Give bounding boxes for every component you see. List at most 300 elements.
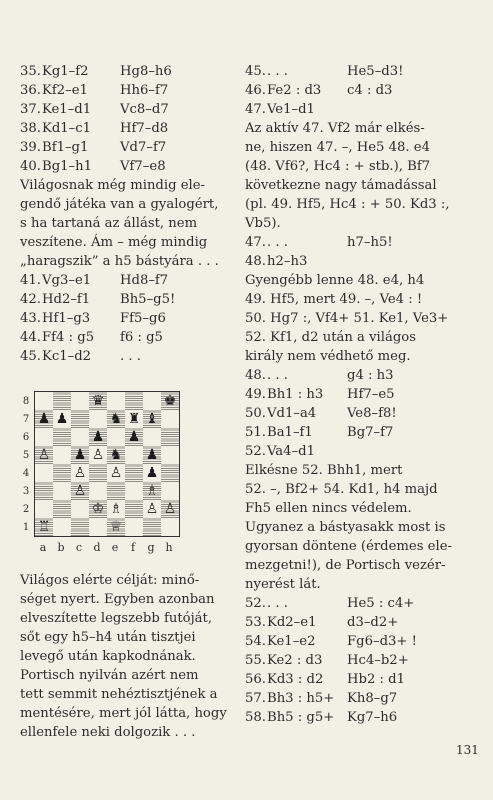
board-square xyxy=(53,428,71,446)
chess-piece-icon xyxy=(125,518,143,536)
move-number: 46. xyxy=(245,83,266,98)
move-row xyxy=(245,651,475,670)
move-number: 48. xyxy=(245,368,266,383)
text-line: Világos elérte célját: minő- xyxy=(20,573,200,588)
move-row xyxy=(245,613,475,632)
board-square xyxy=(161,428,179,446)
board-square xyxy=(89,410,107,428)
board-square xyxy=(71,482,89,500)
chess-piece-icon: ♕ xyxy=(109,519,123,535)
black-move: He5 : c4+ xyxy=(347,596,415,611)
board-square xyxy=(71,392,89,410)
black-move: Bh5–g5! xyxy=(120,292,176,307)
move-number: 35. xyxy=(20,64,41,79)
move-number: 47. xyxy=(245,235,266,250)
text-line: király nem védhető meg. xyxy=(245,349,411,364)
chess-piece-icon xyxy=(125,464,143,482)
text-line: (48. Vf6?, Hc4 : + stb.), Bf7 xyxy=(245,159,431,174)
chess-piece-icon: ♟ xyxy=(145,465,159,481)
chess-piece-icon xyxy=(161,428,179,446)
move-row xyxy=(245,385,475,404)
white-move: Kd1–c1 xyxy=(42,121,92,136)
board-square xyxy=(125,464,143,482)
move-row xyxy=(245,100,475,119)
white-move: Ke1–e2 xyxy=(267,634,316,649)
chess-piece-icon xyxy=(71,428,89,446)
chess-piece-icon: ♙ xyxy=(91,447,105,463)
text-line: Világosnak még mindig ele- xyxy=(20,178,206,193)
chess-piece-icon xyxy=(125,482,143,500)
move-number: 42. xyxy=(20,292,41,307)
chess-piece-icon xyxy=(107,392,125,410)
chess-piece-icon xyxy=(35,482,53,500)
board-square xyxy=(35,428,53,446)
chess-piece-icon: ♙ xyxy=(73,483,87,499)
text-line: Ugyanez a bástyasakk most is xyxy=(245,520,446,535)
move-number: 51. xyxy=(245,425,266,440)
board-square xyxy=(53,482,71,500)
black-move: c4 : d3 xyxy=(347,83,393,98)
white-move: Kf2–e1 xyxy=(42,83,88,98)
black-move: Hg8–h6 xyxy=(120,64,172,79)
move-number: 39. xyxy=(20,140,41,155)
black-move: Kh8–g7 xyxy=(347,691,398,706)
move-number: 36. xyxy=(20,83,41,98)
move-row xyxy=(20,347,232,366)
white-move: . . . xyxy=(267,368,288,383)
board-square xyxy=(125,428,143,446)
file-label: d xyxy=(93,541,101,554)
chess-piece-icon: ♛ xyxy=(91,393,105,409)
chess-piece-icon xyxy=(89,518,107,536)
chess-piece-icon: ♔ xyxy=(91,501,105,517)
move-list-left-2 xyxy=(20,271,232,366)
move-row xyxy=(245,62,475,81)
file-label: c xyxy=(75,541,83,554)
black-move: Bg7–f7 xyxy=(347,425,394,440)
chess-piece-icon: ♗ xyxy=(109,501,123,517)
board-square xyxy=(71,518,89,536)
board-square xyxy=(161,446,179,464)
black-move: . . . xyxy=(120,349,141,364)
move-row xyxy=(20,328,232,347)
board-square xyxy=(143,464,161,482)
text-line: 52. Kf1, d2 után a világos xyxy=(245,330,416,345)
board-square xyxy=(143,392,161,410)
white-move: Fe2 : d3 xyxy=(267,83,322,98)
black-move: Vd7–f7 xyxy=(120,140,167,155)
board-square xyxy=(161,518,179,536)
white-move: . . . xyxy=(267,235,288,250)
board-square xyxy=(125,410,143,428)
text-line: veszítene. Ám – még mindig xyxy=(20,235,208,250)
board-square xyxy=(161,482,179,500)
move-row xyxy=(245,233,475,252)
board-square xyxy=(89,518,107,536)
chess-piece-icon xyxy=(53,446,71,464)
move-row xyxy=(245,594,475,613)
board-square xyxy=(35,518,53,536)
move-number: 49. xyxy=(245,387,266,402)
right-column xyxy=(245,62,475,727)
move-number: 45. xyxy=(20,349,41,364)
move-row xyxy=(20,81,232,100)
chess-piece-icon: ♙ xyxy=(109,465,123,481)
chess-piece-icon xyxy=(35,464,53,482)
board-square xyxy=(107,428,125,446)
move-list-right-3 xyxy=(245,366,475,461)
move-number: 44. xyxy=(20,330,41,345)
board-square xyxy=(35,500,53,518)
move-number: 48. xyxy=(245,254,266,269)
move-number: 52. xyxy=(245,444,266,459)
move-number: 38. xyxy=(20,121,41,136)
black-move: Vc8–d7 xyxy=(120,102,169,117)
move-row xyxy=(245,423,475,442)
board-square xyxy=(53,446,71,464)
chess-piece-icon xyxy=(161,464,179,482)
page-number: 131 xyxy=(456,743,479,757)
white-move: Bh1 : h3 xyxy=(267,387,324,402)
black-move: Hc4–b2+ xyxy=(347,653,409,668)
chess-board xyxy=(34,391,180,537)
chess-piece-icon xyxy=(71,410,89,428)
white-move: Va4–d1 xyxy=(267,444,315,459)
board-square xyxy=(53,500,71,518)
white-move: Kg1–f2 xyxy=(42,64,89,79)
rank-label: 3 xyxy=(22,485,30,497)
chess-piece-icon: ♙ xyxy=(145,501,159,517)
move-number: 58. xyxy=(245,710,266,725)
move-row xyxy=(20,100,232,119)
move-row xyxy=(20,62,232,81)
chess-piece-icon xyxy=(35,392,53,410)
chess-piece-icon: ♟ xyxy=(91,429,105,445)
board-square xyxy=(89,482,107,500)
white-move: . . . xyxy=(267,596,288,611)
move-number: 40. xyxy=(20,159,41,174)
board-square xyxy=(35,392,53,410)
text-line: s ha tartaná az állást, nem xyxy=(20,216,198,231)
text-line: Az aktív 47. Vf2 már elkés- xyxy=(245,121,425,136)
commentary-right-3 xyxy=(245,461,475,594)
text-line: Gyengébb lenne 48. e4, h4 xyxy=(245,273,425,288)
white-move: Ff4 : g5 xyxy=(42,330,95,345)
white-move: h2–h3 xyxy=(267,254,308,269)
rank-label: 1 xyxy=(22,521,30,533)
move-number: 56. xyxy=(245,672,266,687)
chess-piece-icon xyxy=(53,500,71,518)
white-move: Bh3 : h5+ xyxy=(267,691,335,706)
black-move: He5–d3! xyxy=(347,64,404,79)
board-square xyxy=(53,464,71,482)
board-square xyxy=(89,392,107,410)
black-move: Ff5–g6 xyxy=(120,311,166,326)
chess-piece-icon xyxy=(53,482,71,500)
move-row xyxy=(20,290,232,309)
chess-piece-icon xyxy=(53,518,71,536)
board-square xyxy=(71,446,89,464)
text-line: séget nyert. Egyben azonban xyxy=(20,592,215,607)
board-square xyxy=(71,428,89,446)
file-label: f xyxy=(130,541,136,554)
text-line: gendő játéka van a gyalogért, xyxy=(20,197,219,212)
chess-piece-icon: ♝ xyxy=(145,411,159,427)
board-square xyxy=(143,482,161,500)
board-square xyxy=(161,410,179,428)
file-label: h xyxy=(165,541,173,554)
file-label: g xyxy=(147,541,155,554)
board-square xyxy=(53,410,71,428)
board-square xyxy=(53,518,71,536)
chess-piece-icon: ♟ xyxy=(55,411,69,427)
move-number: 57. xyxy=(245,691,266,706)
move-row xyxy=(20,271,232,290)
white-move: Bf1–g1 xyxy=(42,140,89,155)
rank-label: 8 xyxy=(22,395,30,407)
move-number: 41. xyxy=(20,273,41,288)
rank-label: 6 xyxy=(22,431,30,443)
chess-piece-icon xyxy=(125,500,143,518)
chess-piece-icon: ♟ xyxy=(145,447,159,463)
board-square xyxy=(107,482,125,500)
move-list-right-2 xyxy=(245,233,475,271)
board-square xyxy=(89,446,107,464)
text-line: ellenfele neki dolgozik . . . xyxy=(20,725,196,740)
chess-piece-icon: ♖ xyxy=(37,519,51,535)
move-number: 52. xyxy=(245,596,266,611)
board-square xyxy=(89,500,107,518)
text-line: ne, hiszen 47. –, He5 48. e4 xyxy=(245,140,430,155)
move-number: 53. xyxy=(245,615,266,630)
chess-piece-icon xyxy=(53,392,71,410)
text-line: Elkésne 52. Bhh1, mert xyxy=(245,463,403,478)
move-row xyxy=(20,309,232,328)
board-square xyxy=(71,464,89,482)
black-move: Hf7–d8 xyxy=(120,121,169,136)
white-move: Vg3–e1 xyxy=(42,273,92,288)
text-line: Fh5 ellen nincs védelem. xyxy=(245,501,412,516)
chess-piece-icon xyxy=(143,392,161,410)
text-line: gyorsan döntene (érdemes ele- xyxy=(245,539,452,554)
left-column xyxy=(20,62,232,366)
chess-piece-icon: ♗ xyxy=(145,483,159,499)
white-move: Kc1–d2 xyxy=(42,349,92,364)
board-square xyxy=(161,392,179,410)
file-labels xyxy=(34,541,182,554)
file-label: a xyxy=(39,541,47,554)
white-move: Hd2–f1 xyxy=(42,292,91,307)
chess-piece-icon xyxy=(71,518,89,536)
board-square xyxy=(125,500,143,518)
move-row xyxy=(245,670,475,689)
black-move: Hd8–f7 xyxy=(120,273,169,288)
white-move: Bg1–h1 xyxy=(42,159,93,174)
text-line: sőt egy h5–h4 után tisztjei xyxy=(20,630,196,645)
move-list-right-4 xyxy=(245,594,475,727)
board-square xyxy=(107,410,125,428)
chess-piece-icon xyxy=(35,428,53,446)
move-row xyxy=(245,632,475,651)
black-move: h7–h5! xyxy=(347,235,393,250)
text-line: nyerést lát. xyxy=(245,577,321,592)
white-move: Kd3 : d2 xyxy=(267,672,324,687)
white-move: Ke2 : d3 xyxy=(267,653,323,668)
rank-label: 4 xyxy=(22,467,30,479)
move-row xyxy=(245,708,475,727)
text-line: mezgetni!), de Portisch vezér- xyxy=(245,558,446,573)
chess-piece-icon xyxy=(71,500,89,518)
chess-piece-icon xyxy=(161,446,179,464)
text-line: mentésére, mert jól látta, hogy xyxy=(20,706,227,721)
move-number: 43. xyxy=(20,311,41,326)
board-square xyxy=(125,482,143,500)
chess-piece-icon xyxy=(161,518,179,536)
board-square xyxy=(71,410,89,428)
white-move: Vd1–a4 xyxy=(267,406,317,421)
chess-piece-icon: ♟ xyxy=(127,429,141,445)
white-move: Ba1–f1 xyxy=(267,425,313,440)
move-number: 37. xyxy=(20,102,41,117)
chess-piece-icon: ♞ xyxy=(109,447,123,463)
board-square xyxy=(107,446,125,464)
black-move: f6 : g5 xyxy=(120,330,163,345)
board-square xyxy=(143,518,161,536)
move-row xyxy=(245,81,475,100)
chess-piece-icon: ♟ xyxy=(73,447,87,463)
move-list-right-1 xyxy=(245,62,475,119)
board-square xyxy=(161,464,179,482)
white-move: Bh5 : g5+ xyxy=(267,710,335,725)
text-line: elveszítette legszebb futóját, xyxy=(20,611,213,626)
move-row xyxy=(245,366,475,385)
board-square xyxy=(35,482,53,500)
chess-piece-icon xyxy=(125,392,143,410)
move-row xyxy=(20,119,232,138)
board-square xyxy=(89,464,107,482)
black-move: Hb2 : d1 xyxy=(347,672,405,687)
file-label: e xyxy=(111,541,119,554)
chess-piece-icon: ♚ xyxy=(163,393,177,409)
rank-label: 2 xyxy=(22,503,30,515)
black-move: Fg6–d3+ ! xyxy=(347,634,417,649)
board-square xyxy=(125,392,143,410)
board-square xyxy=(35,446,53,464)
board-square xyxy=(143,410,161,428)
board-square xyxy=(35,410,53,428)
chess-piece-icon xyxy=(53,428,71,446)
commentary-left-2 xyxy=(20,571,232,742)
chess-piece-icon xyxy=(35,500,53,518)
move-number: 50. xyxy=(245,406,266,421)
board-square xyxy=(143,500,161,518)
chess-piece-icon xyxy=(143,518,161,536)
board-square xyxy=(107,464,125,482)
rank-label: 5 xyxy=(22,449,30,461)
commentary-right-1 xyxy=(245,119,475,233)
move-row xyxy=(20,157,232,176)
move-number: 55. xyxy=(245,653,266,668)
commentary-left-1 xyxy=(20,176,232,271)
white-move: . . . xyxy=(267,64,288,79)
text-line: levegő után kapkodnának. xyxy=(20,649,196,664)
move-row xyxy=(245,252,475,271)
chess-piece-icon: ♙ xyxy=(73,465,87,481)
chess-piece-icon xyxy=(161,482,179,500)
black-move: Hh6–f7 xyxy=(120,83,169,98)
board-square xyxy=(107,500,125,518)
chess-piece-icon xyxy=(89,482,107,500)
white-move: Ke1–d1 xyxy=(42,102,92,117)
board-square xyxy=(53,392,71,410)
black-move: Ve8–f8! xyxy=(347,406,397,421)
move-row xyxy=(20,138,232,157)
white-move: Ve1–d1 xyxy=(267,102,315,117)
rank-label: 7 xyxy=(22,413,30,425)
text-line: következne nagy támadással xyxy=(245,178,437,193)
text-line: (pl. 49. Hf5, Hc4 : + 50. Kd3 :, xyxy=(245,197,450,212)
board-square xyxy=(71,500,89,518)
text-line: Vb5). xyxy=(245,216,281,231)
chess-piece-icon: ♙ xyxy=(163,501,177,517)
white-move: Kd2–e1 xyxy=(267,615,317,630)
move-list-left-1 xyxy=(20,62,232,176)
text-line: Portisch nyilván azért nem xyxy=(20,668,199,683)
black-move: g4 : h3 xyxy=(347,368,394,383)
text-line: 52. –, Bf2+ 54. Kd1, h4 majd xyxy=(245,482,438,497)
board-square xyxy=(107,392,125,410)
white-move: Hf1–g3 xyxy=(42,311,91,326)
black-move: Hf7–e5 xyxy=(347,387,395,402)
board-square xyxy=(125,446,143,464)
chess-piece-icon xyxy=(125,446,143,464)
board-square xyxy=(143,428,161,446)
board-square xyxy=(107,518,125,536)
chess-piece-icon xyxy=(53,464,71,482)
text-line: tett semmit nehéztisztjének a xyxy=(20,687,218,702)
chess-piece-icon xyxy=(89,464,107,482)
move-number: 54. xyxy=(245,634,266,649)
move-row xyxy=(245,689,475,708)
black-move: d3–d2+ xyxy=(347,615,399,630)
chess-piece-icon: ♞ xyxy=(109,411,123,427)
black-move: Vf7–e8 xyxy=(120,159,166,174)
text-line: „haragszik” a h5 bástyára . . . xyxy=(20,254,219,269)
board-square xyxy=(143,446,161,464)
text-line: 50. Hg7 :, Vf4+ 51. Ke1, Ve3+ xyxy=(245,311,449,326)
file-label: b xyxy=(57,541,65,554)
chess-piece-icon xyxy=(143,428,161,446)
black-move: Kg7–h6 xyxy=(347,710,398,725)
text-line: 49. Hf5, mert 49. –, Ve4 : ! xyxy=(245,292,423,307)
board-square xyxy=(35,464,53,482)
chess-piece-icon: ♜ xyxy=(127,411,141,427)
chess-piece-icon xyxy=(107,428,125,446)
chess-piece-icon xyxy=(161,410,179,428)
chess-piece-icon: ♟ xyxy=(37,411,51,427)
move-row xyxy=(245,442,475,461)
chess-piece-icon xyxy=(89,410,107,428)
move-number: 45. xyxy=(245,64,266,79)
board-square xyxy=(161,500,179,518)
board-square xyxy=(89,428,107,446)
chess-piece-icon xyxy=(71,392,89,410)
commentary-right-2 xyxy=(245,271,475,366)
move-row xyxy=(245,404,475,423)
chess-piece-icon: ♙ xyxy=(37,447,51,463)
move-number: 47. xyxy=(245,102,266,117)
board-square xyxy=(125,518,143,536)
